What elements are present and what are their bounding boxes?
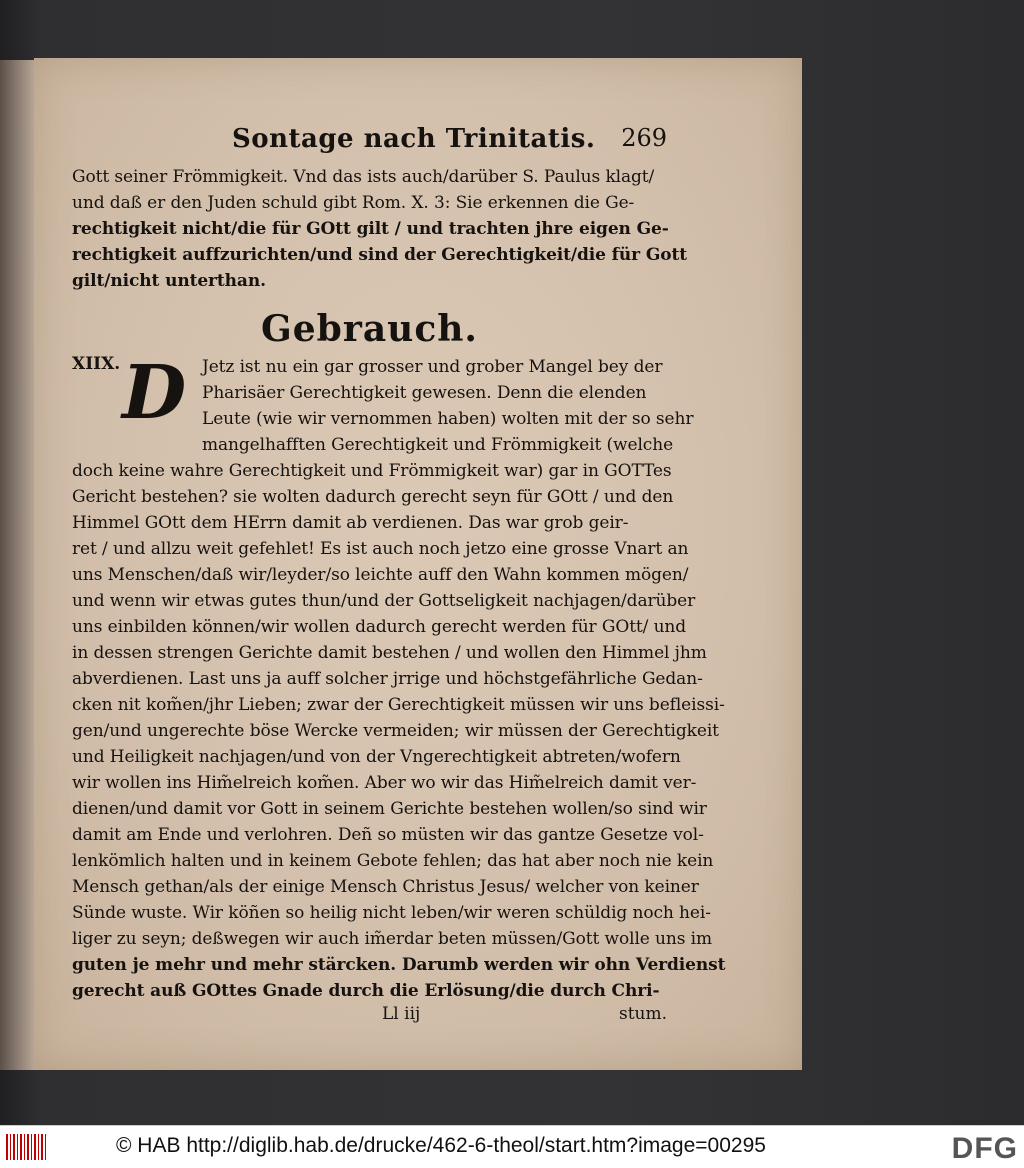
text-line: lenkömlich halten und in keinem Gebote fehlen; das hat aber noch nie kein — [72, 851, 714, 871]
text-line: cken nit kom̃en/jhr Lieben; zwar der Gerechtigkeit müssen wir uns befleissi- — [72, 695, 725, 715]
text-line: Mensch gethan/als der einige Mensch Christus Jesus/ welcher von keiner — [72, 877, 699, 897]
text-line: abverdienen. Last uns ja auff solcher jrrige und höchstgefährliche Gedan- — [72, 669, 703, 689]
text-line: und wenn wir etwas gutes thun/und der Gottseligkeit nachjagen/darüber — [72, 591, 696, 611]
paragraph-number: XIIX. — [72, 354, 121, 374]
text-line: Leute (wie wir vernommen haben) wolten mit der so sehr — [202, 409, 694, 429]
text-line: liger zu seyn; deßwegen wir auch im̃erdar beten müssen/Gott wolle uns im — [72, 929, 713, 949]
signature-mark: Ll iij — [382, 1004, 421, 1024]
text-line: damit am Ende und verlohren. Deñ so müsten wir das gantze Gesetze vol- — [72, 825, 704, 845]
text-line: Jetz ist nu ein gar grosser und grober Mangel bey der — [202, 357, 663, 377]
text-line: Gericht bestehen? sie wolten dadurch gerecht seyn für GOtt / und den — [72, 487, 674, 507]
copyright-link[interactable]: © HAB http://diglib.hab.de/drucke/462-6-theol/start.htm?image=00295 — [116, 1134, 766, 1157]
text-line: rechtigkeit auffzurichten/und sind der Gerechtigkeit/die für Gott — [72, 245, 687, 265]
main-paragraph — [72, 350, 726, 1004]
text-line: Himmel GOtt dem HErrn damit ab verdienen. Das war grob geir- — [72, 513, 629, 533]
running-head: Sontage nach Trinitatis. — [232, 124, 596, 154]
text-line: wir wollen ins Him̃elreich kom̃en. Aber wo wir das Him̃elreich damit ver- — [72, 773, 697, 793]
page-header — [232, 124, 667, 164]
text-line: Gott seiner Frömmigkeit. Vnd das ists auch/darüber S. Paulus klagt/ — [72, 167, 655, 187]
text-line: Pharisäer Gerechtigkeit gewesen. Denn die elenden — [202, 383, 647, 403]
barcode-icon — [6, 1134, 46, 1160]
section-heading: Gebrauch. — [261, 308, 478, 350]
text-line: Sünde wuste. Wir köñen so heilig nicht leben/wir weren schüldig noch hei- — [72, 903, 711, 923]
dfg-logo: DFG — [951, 1132, 1018, 1165]
text-line: gilt/nicht unterthan. — [72, 271, 266, 291]
text-block — [72, 124, 726, 1030]
book-page — [34, 58, 802, 1070]
facing-page-edge — [0, 60, 34, 1070]
text-line: gerecht auß GOttes Gnade durch die Erlösung/die durch Chri- — [72, 981, 660, 1001]
text-line: doch keine wahre Gerechtigkeit und Frömmigkeit war) gar in GOTTes — [72, 461, 672, 481]
text-line: und Heiligkeit nachjagen/und von der Vngerechtigkeit abtreten/wofern — [72, 747, 681, 767]
page-number: 269 — [621, 124, 667, 152]
text-line: guten je mehr und mehr stärcken. Darumb werden wir ohn Verdienst — [72, 955, 726, 975]
page-footer-line — [72, 1004, 667, 1030]
top-paragraph — [72, 164, 687, 294]
catchword: stum. — [618, 1004, 667, 1024]
text-line: in dessen strengen Gerichte damit bestehen / und wollen den Himmel jhm — [72, 643, 707, 663]
text-line: mangelhafften Gerechtigkeit und Frömmigkeit (welche — [202, 435, 674, 455]
text-line: ret / und allzu weit gefehlet! Es ist auch noch jetzo eine grosse Vnart an — [72, 539, 689, 559]
footer-bar — [0, 1125, 1024, 1168]
text-line: uns einbilden können/wir wollen dadurch gerecht werden für GOtt/ und — [72, 617, 687, 637]
text-line: uns Menschen/daß wir/leyder/so leichte auff den Wahn kommen mögen/ — [72, 565, 689, 585]
text-line: gen/und ungerechte böse Wercke vermeiden; wir müssen der Gerechtigkeit — [72, 721, 719, 741]
text-line: rechtigkeit nicht/die für GOtt gilt / und trachten jhre eigen Ge- — [72, 219, 669, 239]
decorated-initial: D — [122, 350, 187, 436]
text-line: dienen/und damit vor Gott in seinem Gerichte bestehen wollen/so sind wir — [72, 799, 707, 819]
text-line: und daß er den Juden schuld gibt Rom. X. 3: Sie erkennen die Ge- — [72, 193, 635, 213]
